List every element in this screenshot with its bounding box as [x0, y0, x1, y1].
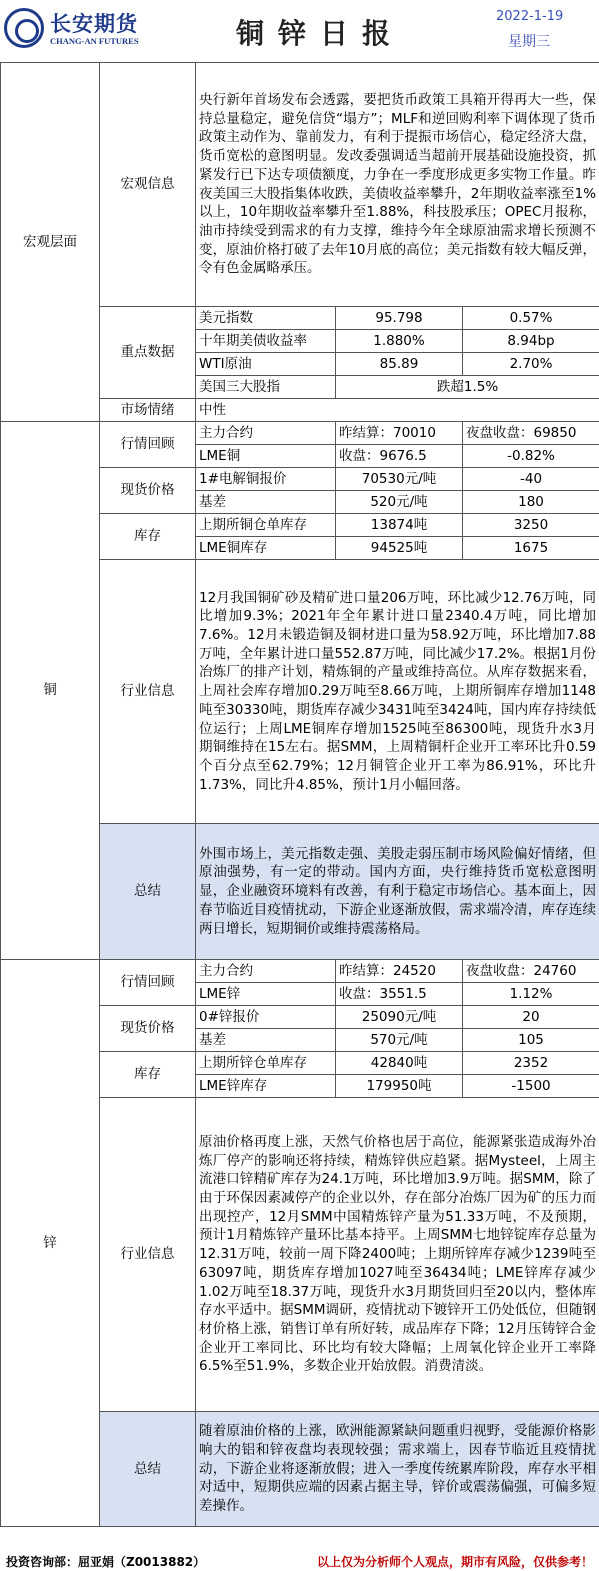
report-weekday: 星期三 [508, 34, 550, 50]
key-data-value: 85.89 [336, 353, 463, 376]
zinc-industry-text: 原油价格再度上涨，天然气价格也居于高位，能源紧张造成海外冶炼厂停产的影响还将持续，精炼锌供应趋紧。据Mysteel，上周主流港口锌精矿库存为24.1万吨，环比增加3.9万吨。据SMM，除了由于环保因素减停产的企业以外，存在部分冶炼厂因为矿的压力而出现控产，12月SMM中国精炼锌产量为51.33万吨，不及预期，预计1月精炼锌产量环比基本持平。上周SMM七地锌锭库存总量为12.31万吨，较前一周下降2400吨；上期所锌库存减少1239吨至63097吨，期货库存增加1027吨至36434吨；LME锌库存减少1.02万吨至18.37万吨，现货升水3月期货回归至20以内，整体库存水平适中。据SMM调研，疫情扰动下镀锌开工仍处低位，但随钢材价格上涨，销售订单有所好转，成品库存下降；12月压铸锌合金企业开工率同比、环比均有较大降幅；上周氧化锌企业开工率降6.5%至51.9%，多数企业开始放假。消费清淡。 [196, 1098, 599, 1412]
zinc-spot-item: 基差 [196, 1029, 336, 1052]
copper-spot-value: 520元/吨 [336, 491, 463, 514]
zinc-spot-value: 570元/吨 [336, 1029, 463, 1052]
label-copper-summary: 总结 [100, 824, 196, 960]
logo-chinese-name: 长安期货 [50, 12, 138, 36]
copper-stock-item: LME铜库存 [196, 537, 336, 560]
zinc-review-value: 收盘：3551.5 [336, 983, 463, 1006]
copper-stock-change: 1675 [463, 537, 599, 560]
copper-stock-item: 上期所铜仓单库存 [196, 514, 336, 537]
report-date: 2022-1-19 [496, 9, 564, 24]
company-logo [4, 6, 139, 54]
label-zinc-review: 行情回顾 [100, 960, 196, 1006]
label-key-data: 重点数据 [100, 307, 196, 399]
copper-review-change: -0.82% [463, 445, 599, 468]
zinc-spot-item: 0#锌报价 [196, 1006, 336, 1029]
zinc-stock-change: -1500 [463, 1075, 599, 1098]
key-data-name: 十年期美债收益率 [196, 330, 336, 353]
label-zinc-stock: 库存 [100, 1052, 196, 1098]
label-copper-spot: 现货价格 [100, 468, 196, 514]
copper-review-change: 夜盘收盘：69850 [463, 422, 599, 445]
label-macro-info: 宏观信息 [100, 63, 196, 307]
key-data-change: 8.94bp [463, 330, 599, 353]
zinc-spot-change: 105 [463, 1029, 599, 1052]
copper-review-value: 昨结算：70010 [336, 422, 463, 445]
footer-contact: 投资咨询部：屈亚娟（Z0013882） [6, 1555, 206, 1569]
zinc-stock-item: 上期所锌仓单库存 [196, 1052, 336, 1075]
logo-english-name: CHANG-AN FUTURES [50, 36, 139, 46]
zinc-review-item: LME锌 [196, 983, 336, 1006]
logo-emblem-icon [4, 8, 44, 48]
zinc-stock-change: 2352 [463, 1052, 599, 1075]
footer-disclaimer: 以上仅为分析师个人观点，期市有风险，仅供参考！ [316, 1555, 593, 1569]
copper-spot-item: 基差 [196, 491, 336, 514]
macro-info-text: 央行新年首场发布会透露，要把货币政策工具箱开得再大一些，保持总量稳定，避免信贷“塌方”；MLF和逆回购利率下调体现了货币政策主动作为、靠前发力，有利于提振市场信心，稳定经济大盘，货币宽松的意图明显。发改委强调适当超前开展基础设施投资，抓紧发行已下达专项债额度，力争在一季度形成更多实物工作量。昨夜美国三大股指集体收跌，美债收益率攀升，2年期收益率涨至1%以上，10年期收益率攀升至1.88%，科技股承压；OPEC月报称，油市持续受到需求的有力支撑，维持今年全球原油需求增长预测不变，原油价格打破了去年10月底的高位；美元指数有较大幅反弹，令有色金属略承压。 [196, 63, 599, 307]
copper-spot-value: 70530元/吨 [336, 468, 463, 491]
copper-spot-item: 1#电解铜报价 [196, 468, 336, 491]
label-copper-stock: 库存 [100, 514, 196, 560]
zinc-stock-value: 42840吨 [336, 1052, 463, 1075]
key-data-name: WTI原油 [196, 353, 336, 376]
copper-review-item: 主力合约 [196, 422, 336, 445]
copper-review-item: LME铜 [196, 445, 336, 468]
key-data-change: 0.57% [463, 307, 599, 330]
key-data-change: 2.70% [463, 353, 599, 376]
label-zinc-summary: 总结 [100, 1412, 196, 1527]
section-macro: 宏观层面 [1, 63, 100, 422]
key-data-name: 美国三大股指 [196, 376, 336, 399]
copper-stock-change: 3250 [463, 514, 599, 537]
key-data-value: 跌超1.5% [336, 376, 599, 399]
copper-summary-text: 外围市场上，美元指数走强、美股走弱压制市场风险偏好情绪，但原油强势，有一定的带动。国内方面，央行维持货币宽松意图明显，企业融资环境料有改善，有利于稳定市场信心。基本面上，因春节临近目疫情扰动，下游企业逐渐放假，需求端冷清，库存连续两日增长，短期铜价或维持震荡格局。 [196, 824, 599, 960]
zinc-review-item: 主力合约 [196, 960, 336, 983]
zinc-summary-text: 随着原油价格的上涨，欧洲能源紧缺问题重归视野，受能源价格影响大的铝和锌夜盘均表现较强；需求端上，因春节临近且疫情扰动，下游企业将逐渐放假；进入一季度传统累库阶段，库存水平相对适中，短期供应端的因素占据主导，锌价或震荡偏强，可偏多短差操作。 [196, 1412, 599, 1527]
copper-stock-value: 13874吨 [336, 514, 463, 537]
copper-spot-change: -40 [463, 468, 599, 491]
zinc-review-change: 夜盘收盘：24760 [463, 960, 599, 983]
label-sentiment: 市场情绪 [100, 399, 196, 422]
report-title: 铜锌日报 [235, 17, 404, 50]
zinc-stock-item: LME锌库存 [196, 1075, 336, 1098]
copper-stock-value: 94525吨 [336, 537, 463, 560]
report-table [0, 62, 599, 1527]
section-zinc: 锌 [1, 960, 100, 1527]
zinc-review-value: 昨结算：24520 [336, 960, 463, 983]
copper-review-value: 收盘：9676.5 [336, 445, 463, 468]
report-footer [0, 1551, 599, 1571]
copper-industry-text: 12月我国铜矿砂及精矿进口量206万吨，环比减少12.76万吨，同比增加9.3%；2021年全年累计进口量2340.4万吨，同比增加7.6%。12月未锻造铜及铜材进口量为58.92万吨，环比增加7.88万吨，全年累计进口量552.87万吨，同比减少17.2%。根据1月份冶炼厂的排产计划，精炼铜的产量或维持高位。从库存数据来看，上周社会库存增加0.29万吨至8.66万吨，上期所铜库存增加1148吨至30330吨，期货库存减少3431吨至3424吨，国内库存持续低位运行；上周LME铜库存增加1525吨至86300吨，现货升水3月期铜维持在15左右。据SMM，上周精铜杆企业开工率环比升0.59个百分点至62.79%；12月铜管企业开工率为86.91%，环比升1.73%，同比升4.85%，预计1月小幅回落。 [196, 560, 599, 824]
zinc-spot-change: 20 [463, 1006, 599, 1029]
label-zinc-industry: 行业信息 [100, 1098, 196, 1412]
section-copper: 铜 [1, 422, 100, 960]
sentiment-value: 中性 [196, 399, 599, 422]
zinc-review-change: 1.12% [463, 983, 599, 1006]
label-zinc-spot: 现货价格 [100, 1006, 196, 1052]
copper-spot-change: 180 [463, 491, 599, 514]
label-copper-industry: 行业信息 [100, 560, 196, 824]
label-copper-review: 行情回顾 [100, 422, 196, 468]
key-data-name: 美元指数 [196, 307, 336, 330]
zinc-spot-value: 25090元/吨 [336, 1006, 463, 1029]
zinc-stock-value: 179950吨 [336, 1075, 463, 1098]
report-header [0, 0, 599, 62]
key-data-value: 1.880% [336, 330, 463, 353]
key-data-value: 95.798 [336, 307, 463, 330]
